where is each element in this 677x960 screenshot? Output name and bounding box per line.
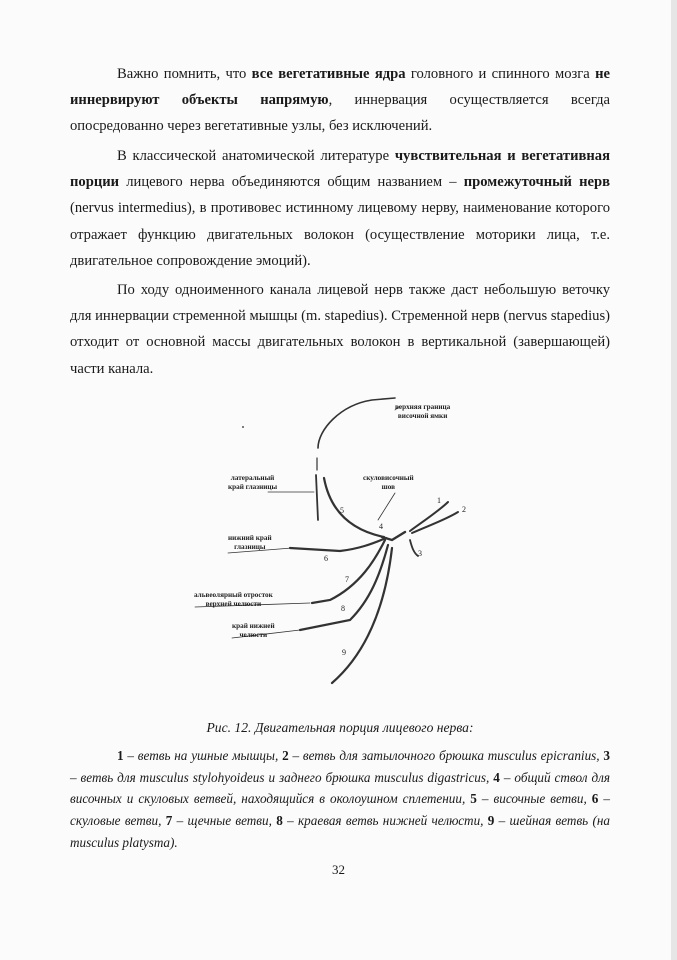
paragraph-intermediate-nerve: В классической анатомической литературе чувствительная и вегетативная порции лицевого нерва объединяются общим названием – промежуточный нерв (nervus intermedius), в противовес истинному лицевому нерву, наименование которого отражает функцию двигательных волокон (осуществление моторики лица, т.е. двигательное сопровождение эмоций). [70,148,610,269]
branch-number-1: 1 [437,496,441,505]
branch-number-7: 7 [345,575,349,584]
cervical-branch [332,548,392,683]
label-alveolar-process: альвеолярный отросток верхней челюсти [194,591,273,608]
page-number: 32 [332,862,345,877]
figure-legend: 1 – ветвь на ушные мышцы, 2 – ветвь для затылочного брюшка musculus epicranius, 3 – ветвь для musculus stylohyoideus и заднего брюшка musculus digastricus, 4 – общий ствол для височных и скуловых ветвей, находящийся в околоушном сплетении, 5 – височные ветви, 6 – скуловые ветви, 7 – щечные ветви, 8 – краевая ветвь нижней челюсти, 9 – шейная ветвь (на musculus platysma). [70,748,611,850]
branch-number-5: 5 [340,506,344,515]
branch-number-3: 3 [418,549,422,558]
branch-number-9: 9 [342,648,346,657]
temporal-fossa-boundary [318,398,395,448]
branch-number-2: 2 [462,505,466,514]
label-lower-orbit: нижний край глазницы [228,534,272,551]
stylohyoid-branch [410,540,418,556]
branch-number-8: 8 [341,604,345,613]
branch-number-6: 6 [324,554,328,563]
branch-number-4: 4 [379,522,383,531]
label-lateral-orbit: латеральный край глазницы [228,474,278,491]
label-zygomatic-suture: скуловисочный шов [363,474,414,491]
occipital-branch [412,512,458,533]
lateral-orbit-edge [316,475,318,520]
speck [242,426,244,428]
label-temporal-fossa: верхняя граница височной ямки [395,403,451,420]
label-mandible-edge: край нижней челюсти [232,622,275,639]
paragraph-stapedius-nerve: По ходу одноименного канала лицевой нерв также даст небольшую веточку для иннервации стременной мышцы (m. stapedius). Стременной нерв (nervus stapedius) отходит от основной массы двигательных волокон в вертикальной (завершающей) части канала. [70,282,610,377]
paragraph-vegetative-nuclei: Важно помнить, что все вегетативные ядра головного и спинного мозга не иннервируют объекты напрямую, иннервация осуществляется всегда опосредованно через вегетативные узлы, без исключений. [70,66,611,135]
leader-zygomatic-suture [378,493,395,520]
zygomatic-branch [290,538,386,551]
figure-caption: Рис. 12. Двигательная порция лицевого нерва: [206,720,474,735]
